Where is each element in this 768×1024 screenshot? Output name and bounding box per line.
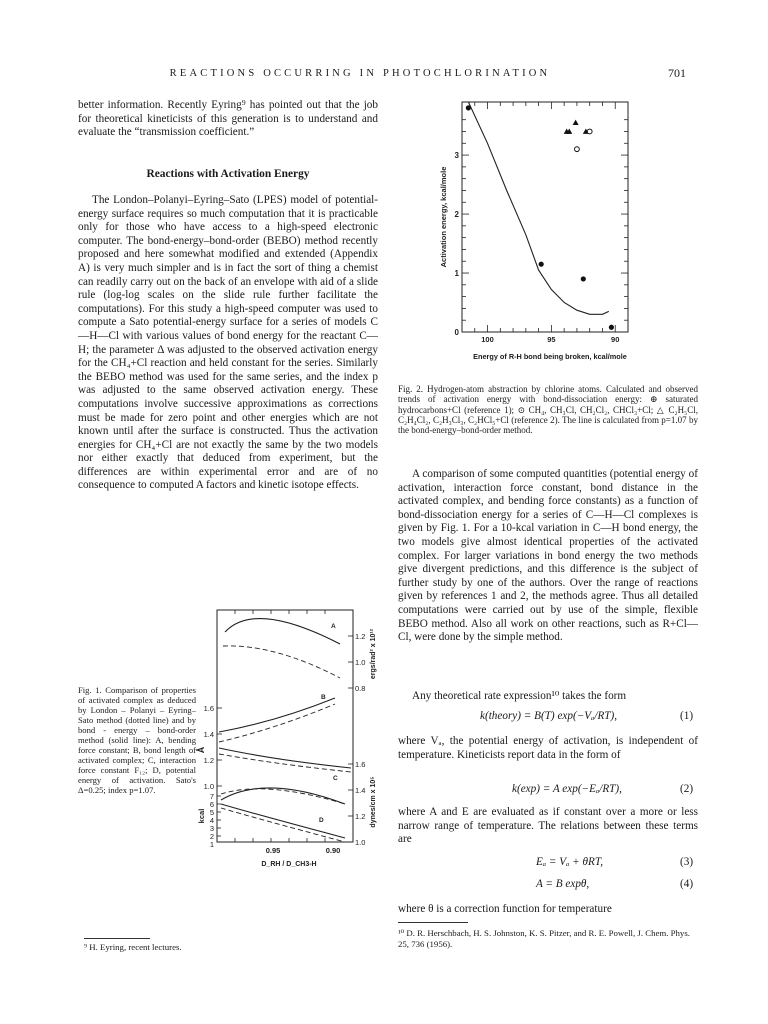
fig2-x-tick: 100: [481, 335, 494, 344]
fig1-curve-d-solid: [221, 804, 345, 838]
fig1-x-tick: 0.95: [265, 846, 281, 855]
right-para-2: Any theoretical rate expression¹⁰ takes the form: [412, 690, 627, 702]
fig2-point-filled: [466, 105, 471, 110]
fig2-point-open-circle: [587, 129, 592, 134]
fig1-left-tick: 5: [209, 808, 214, 817]
page-number: 701: [668, 66, 686, 80]
fig1-right-tick: 0.8: [355, 684, 366, 693]
fig1-right-tick: 1.4: [355, 786, 366, 795]
fig1-right-tick: 1.0: [355, 838, 366, 847]
left-para-1: better information. Recently Eyring⁹ has pointed out that the job for theoretical kineticists of this generation is to understand and evaluate the “transmission coefficient.”: [78, 99, 378, 139]
fig1-panel-label: D: [319, 817, 324, 824]
fig1-curve-a-dashed: [223, 646, 340, 678]
equation-4: A = B expθ,: [536, 878, 590, 890]
fig2-frame: [462, 102, 628, 332]
section-heading: Reactions with Activation Energy: [146, 168, 310, 180]
fig2-x-tick: 95: [547, 335, 556, 344]
fig2-point-triangle: [573, 120, 579, 125]
equation-2: k(exp) = A exp(−Eₐ/RT),: [512, 783, 622, 795]
fig1-curve-d-dashed: [221, 808, 345, 842]
fig1-right-tick: 1.6: [355, 760, 366, 769]
equation-4-number: (4): [680, 878, 694, 890]
fig1-right-label-bottom: dynes/cm x 10⁵: [370, 776, 377, 828]
fig1-left-tick: 1.4: [203, 730, 214, 739]
fig1-curve-c-dashed: [219, 754, 351, 772]
fig2-point-filled: [581, 276, 586, 281]
fig2-xlabel: Energy of R-H bond being broken, kcal/mole: [473, 352, 627, 361]
left-para-2: The London–Polanyi–Eyring–Sato (LPES) model of potential-energy surface requires so much computation that it is practicable only for those who have access to a high-speed electronic computer. The bond-energy–bond-order (BEBO) method recently proposed and here somewhat modified and extended (Appendix A) is very much simpler and is in fact the sort of thing a chemist can readily carry out on the back of an envelope with aid of a slide rule (log-log scales on the slide rule further facilitate the computations). For this study a high-speed computer was used to compute a Sato potential-energy surface for a series of models C—H—Cl with various values of bond energy for the reactant C—H; the parameter Δ was adjusted to the observed activation energy for the CH₄+Cl reaction and held constant for the series. Similarly the BEBO method was used for the same series, and the index p was adjusted to the same observed activation energy. These computations involve successive approximations as corrections must be made for zero point and other energies which are not known until after the surface is constructed. Thus the activation energies for CH₄+Cl are not exactly the same by the two models nor either exactly that deduced from experiment, but the differences are within experimental error and are of no consequence to computed A factors and kinetic isotope effects.: [78, 194, 378, 492]
fig1-frame: [217, 610, 353, 842]
fig1-curve-a-solid: [225, 619, 340, 644]
equation-3: Eₐ = Vₐ + θRT,: [536, 856, 604, 868]
fig1-right-tick: 1.2: [355, 632, 366, 641]
fig1-curve-b-dashed: [219, 704, 335, 742]
fig1-left-tick: 4: [209, 816, 214, 825]
fig1-right-tick: 1.2: [355, 812, 366, 821]
footnote-rule-left: [84, 938, 150, 939]
figure-1: [195, 604, 385, 870]
fig1-curve-c2-dashed: [221, 789, 345, 804]
fig1-left-tick: 1.2: [203, 756, 214, 765]
fig1-left-tick: 1.6: [203, 704, 214, 713]
fig1-left-label-mid: Å: [196, 746, 206, 754]
equation-1: k(theory) = B(T) exp(−Vₐ/RT),: [480, 710, 618, 722]
figure-2: [432, 92, 662, 382]
fig1-curve-c-solid: [219, 748, 351, 768]
fig1-left-tick: 1: [209, 840, 214, 849]
fig2-x-tick: 90: [611, 335, 620, 344]
fig1-x-tick: 0.90: [325, 846, 341, 855]
fig1-left-tick: 6: [209, 800, 214, 809]
equation-2-number: (2): [680, 783, 694, 795]
fig2-y-tick: 2: [454, 210, 459, 220]
fig2-point-filled: [609, 325, 614, 330]
fig1-panel-label: B: [321, 694, 326, 701]
right-para-5: where θ is a correction function for temperature: [398, 903, 612, 915]
fig1-right-label-top: ergs/rad² x 10¹²: [370, 628, 377, 680]
fig2-y-tick: 1: [454, 269, 459, 279]
fig1-left-tick: 7: [209, 792, 214, 801]
right-para-1: A comparison of some computed quantities (potential energy of activation, interaction force constant, bond distance in the activated complex, and bending force constants) as a function of bond-dissociation energy for a series of C—H—Cl complexes is given by Fig. 1. For a 10-kcal variation in C—H bond energy, the two models give almost identical properties of the activated complex. For larger variations in bond energy the two methods give divergent predictions, and this difference is the subject of further study by one of the authors. Over the range of reactions given by references 1 and 2, the methods agree. Thus all detailed computations were carried out by use of the simple, flexible BEBO method. Also all work on other reactions, such as R+Cl—Cl, were done by the simple method.: [398, 468, 698, 644]
fig1-caption: Fig. 1. Comparison of properties of activated complex as deduced by London – Polanyi – Eyring–Sato method (dotted line) and by bond - energy – bond-order method (solid line): A, bending force constant; B, bond length of activated complex; C, interaction force constant F₁₂; D, potential energy of activation. Sato's Δ=0.25; index p=1.07.: [78, 685, 196, 795]
equation-1-number: (1): [680, 710, 694, 722]
fig1-left-label-bottom: kcal: [197, 808, 206, 824]
running-title: REACTIONS OCCURRING IN PHOTOCHLORINATION: [169, 68, 551, 79]
fig2-ylabel: Activation energy, kcal/mole: [439, 166, 448, 268]
fig1-panel-label: A: [331, 623, 336, 630]
footnote-rule-right: [398, 922, 468, 923]
right-para-3: where Vₐ, the potential energy of activation, is independent of temperature. Kineticists report data in the form of: [398, 735, 698, 761]
fig1-curve-b-solid: [219, 698, 335, 732]
fig1-right-tick: 1.0: [355, 658, 366, 667]
fig2-point-filled: [539, 262, 544, 267]
right-para-4: where A and E are evaluated as if constant over a more or less narrow range of temperature. The relations between these terms are: [398, 806, 698, 846]
fig2-caption: Fig. 2. Hydrogen-atom abstraction by chlorine atoms. Calculated and observed trends of activation energy with bond-dissociation energy: ⊕ saturated hydrocarbons+Cl (reference 1); ⊙ CH₄, CH₃Cl, CH₂Cl₂, CHCl₃+Cl; △ C₂H₅Cl, C₂H₄Cl₂, C₂H₃Cl₃, C₂HCl₅+Cl (reference 2). The line is calculated from p=1.07 by the bond-energy–bond-order method.: [398, 384, 698, 436]
fig1-left-tick: 3: [209, 824, 214, 833]
footnote-10: ¹⁰ D. R. Herschbach, H. S. Johnston, K. S. Pitzer, and R. E. Powell, J. Chem. Phys. 25, 736 (1956).: [398, 928, 690, 949]
fig2-y-tick: 0: [454, 328, 459, 337]
fig1-xlabel: D_RH / D_CH3-H: [261, 861, 317, 868]
equation-3-number: (3): [680, 856, 694, 868]
footnote-9: ⁹ H. Eyring, recent lectures.: [84, 942, 182, 952]
fig2-y-tick: 3: [454, 151, 459, 161]
fig1-left-tick: 2: [209, 832, 214, 841]
fig1-panel-label: C: [333, 775, 338, 782]
fig1-left-tick: 1.0: [203, 782, 214, 791]
fig2-point-open-circle: [575, 147, 580, 152]
